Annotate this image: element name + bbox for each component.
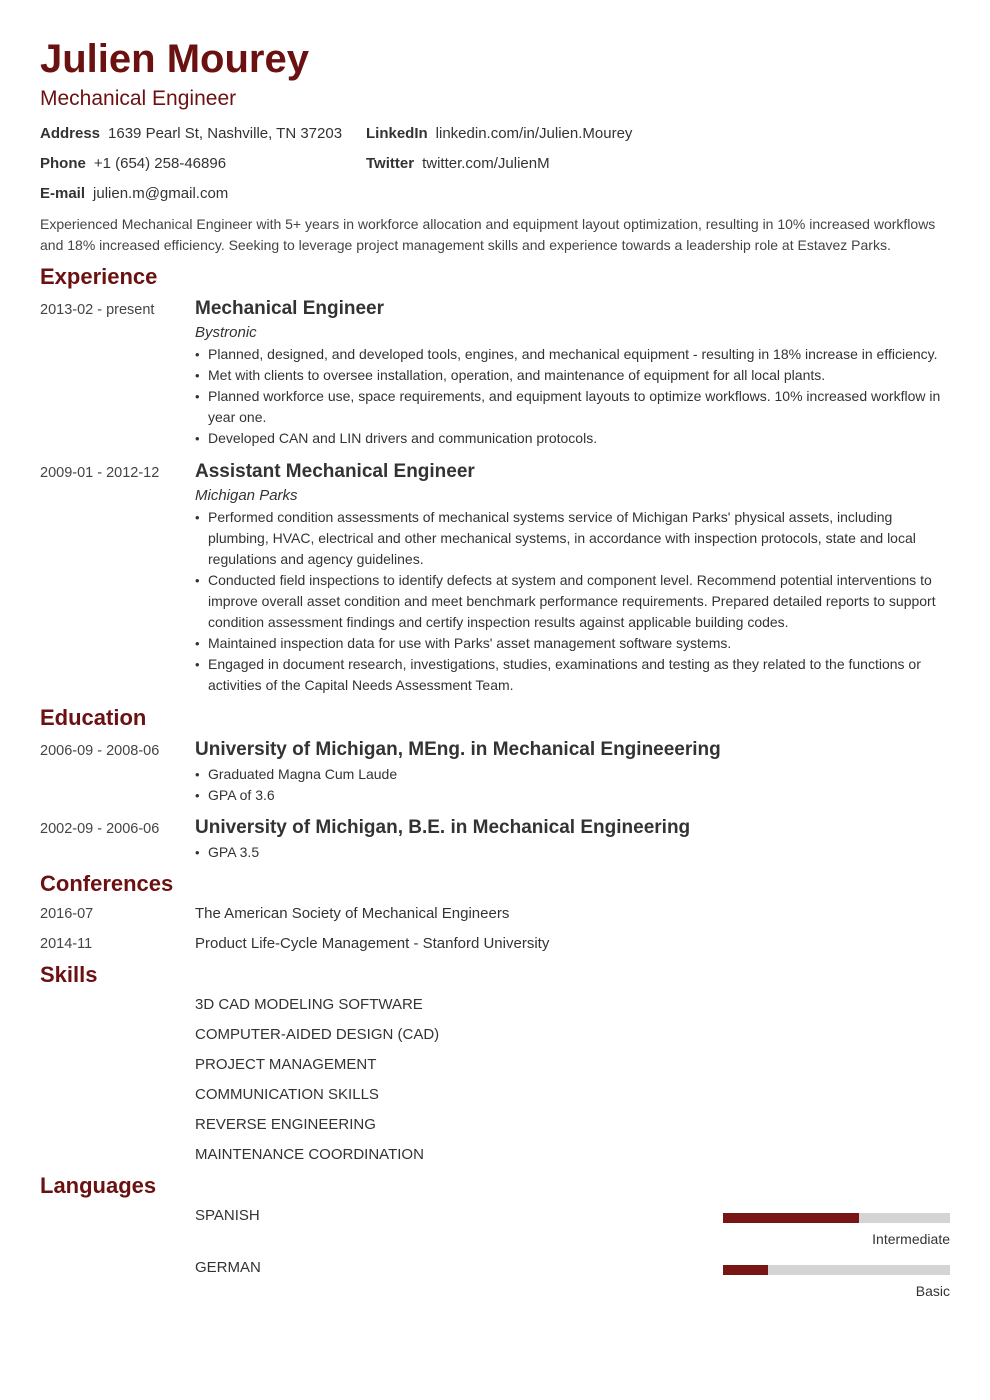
bullet-item: • Developed CAN and LIN drivers and communication protocols. [195,428,950,449]
job-company: Michigan Parks [195,487,298,504]
education-heading: Education [40,705,147,730]
degree-title: University of Michigan, MEng. in Mechanical Engineeering [195,739,721,760]
education-bullets [195,842,950,863]
contact-twitter [366,155,550,173]
skill-item: REVERSE ENGINEERING [195,1116,376,1133]
job-entry [195,460,950,696]
bullet-item: • Graduated Magna Cum Laude [195,764,950,785]
conference-name: Product Life-Cycle Management - Stanford University [195,935,550,952]
language-level-label: Intermediate [872,1231,950,1247]
email-link[interactable]: julien.m@gmail.com [93,185,229,202]
bullet-item: • Maintained inspection data for use with Parks' asset management software systems. [195,633,950,654]
skills-heading: Skills [40,962,98,987]
language-level-fill [723,1265,768,1275]
candidate-name: Julien Mourey [40,37,309,81]
job-dates: 2009-01 - 2012-12 [40,465,160,481]
bullet-item: • GPA of 3.6 [195,785,950,806]
education-bullets [195,764,950,806]
skill-item: PROJECT MANAGEMENT [195,1056,377,1073]
contact-linkedin [366,125,632,143]
job-company: Bystronic [195,324,257,341]
phone-label: Phone [40,155,86,172]
job-dates: 2013-02 - present [40,302,155,318]
language-level-fill [723,1213,859,1223]
degree-title: University of Michigan, B.E. in Mechanical Engineering [195,817,691,838]
skill-item: MAINTENANCE COORDINATION [195,1146,424,1163]
skill-item: COMPUTER-AIDED DESIGN (CAD) [195,1026,440,1043]
linkedin-label: LinkedIn [366,125,428,142]
candidate-title: Mechanical Engineer [40,87,237,110]
skill-item: 3D CAD MODELING SOFTWARE [195,996,423,1013]
education-entry [195,738,950,806]
conferences-heading: Conferences [40,871,174,896]
skill-item: COMMUNICATION SKILLS [195,1086,379,1103]
languages-heading: Languages [40,1173,157,1198]
contact-phone [40,155,226,173]
contact-email [40,185,228,203]
job-title: Assistant Mechanical Engineer [195,461,475,482]
bullet-item: • GPA 3.5 [195,842,950,863]
conference-date: 2014-11 [40,936,93,952]
job-entry [195,297,950,449]
bullet-item: • Planned workforce use, space requirements, and equipment layouts to optimize workflows. 10% increased workflow in year one. [195,386,950,428]
bullet-item: • Met with clients to oversee installation, operation, and maintenance of equipment for all local plants. [195,365,950,386]
education-entry [195,816,950,863]
language-level-bar [723,1213,950,1223]
twitter-label: Twitter [366,155,415,172]
twitter-link[interactable]: twitter.com/JulienM [422,155,550,172]
language-name: GERMAN [195,1259,261,1276]
job-bullets [195,507,950,696]
address-label: Address [40,125,101,142]
bullet-item: • Engaged in document research, investigations, studies, examinations and testing as they related to the functions or activities of the Capital Needs Assessment Team. [195,654,950,696]
bullet-item: • Planned, designed, and developed tools, engines, and mechanical equipment - resulting in 18% increase in efficiency. [195,344,950,365]
language-name: SPANISH [195,1207,260,1224]
conference-date: 2016-07 [40,906,94,922]
email-label: E-mail [40,185,86,202]
language-level-bar [723,1265,950,1275]
language-level-label: Basic [915,1283,950,1299]
summary-text: Experienced Mechanical Engineer with 5+ years in workforce allocation and equipment layout optimization, resulting in 10% increased workflows and 18% increased efficiency. Seeking to leverage project management skills and experience towards a leadership role at Estavez Parks. [40,216,936,253]
education-dates: 2002-09 - 2006-06 [40,821,160,837]
contact-address [40,125,342,143]
phone-value: +1 (654) 258-46896 [93,155,227,172]
conference-name: The American Society of Mechanical Engineers [195,905,510,922]
experience-heading: Experience [40,264,158,289]
job-bullets [195,344,950,449]
job-title: Mechanical Engineer [195,298,385,319]
linkedin-link[interactable]: linkedin.com/in/Julien.Mourey [435,125,633,142]
address-value: 1639 Pearl St, Nashville, TN 37203 [108,125,343,142]
education-dates: 2006-09 - 2008-06 [40,743,160,759]
bullet-item: • Conducted field inspections to identify defects at system and component level. Recommend potential interventions to improve overall asset condition and meet benchmark performance requirements. Prepared detailed reports to support condition assessment findings and certify inspection results against applicable building codes. [195,570,950,633]
bullet-item: • Performed condition assessments of mechanical systems service of Michigan Parks' physical assets, including plumbing, HVAC, electrical and other mechanical systems, in accordance with inspection protocols, state and local regulations and agency guidelines. [195,507,950,570]
